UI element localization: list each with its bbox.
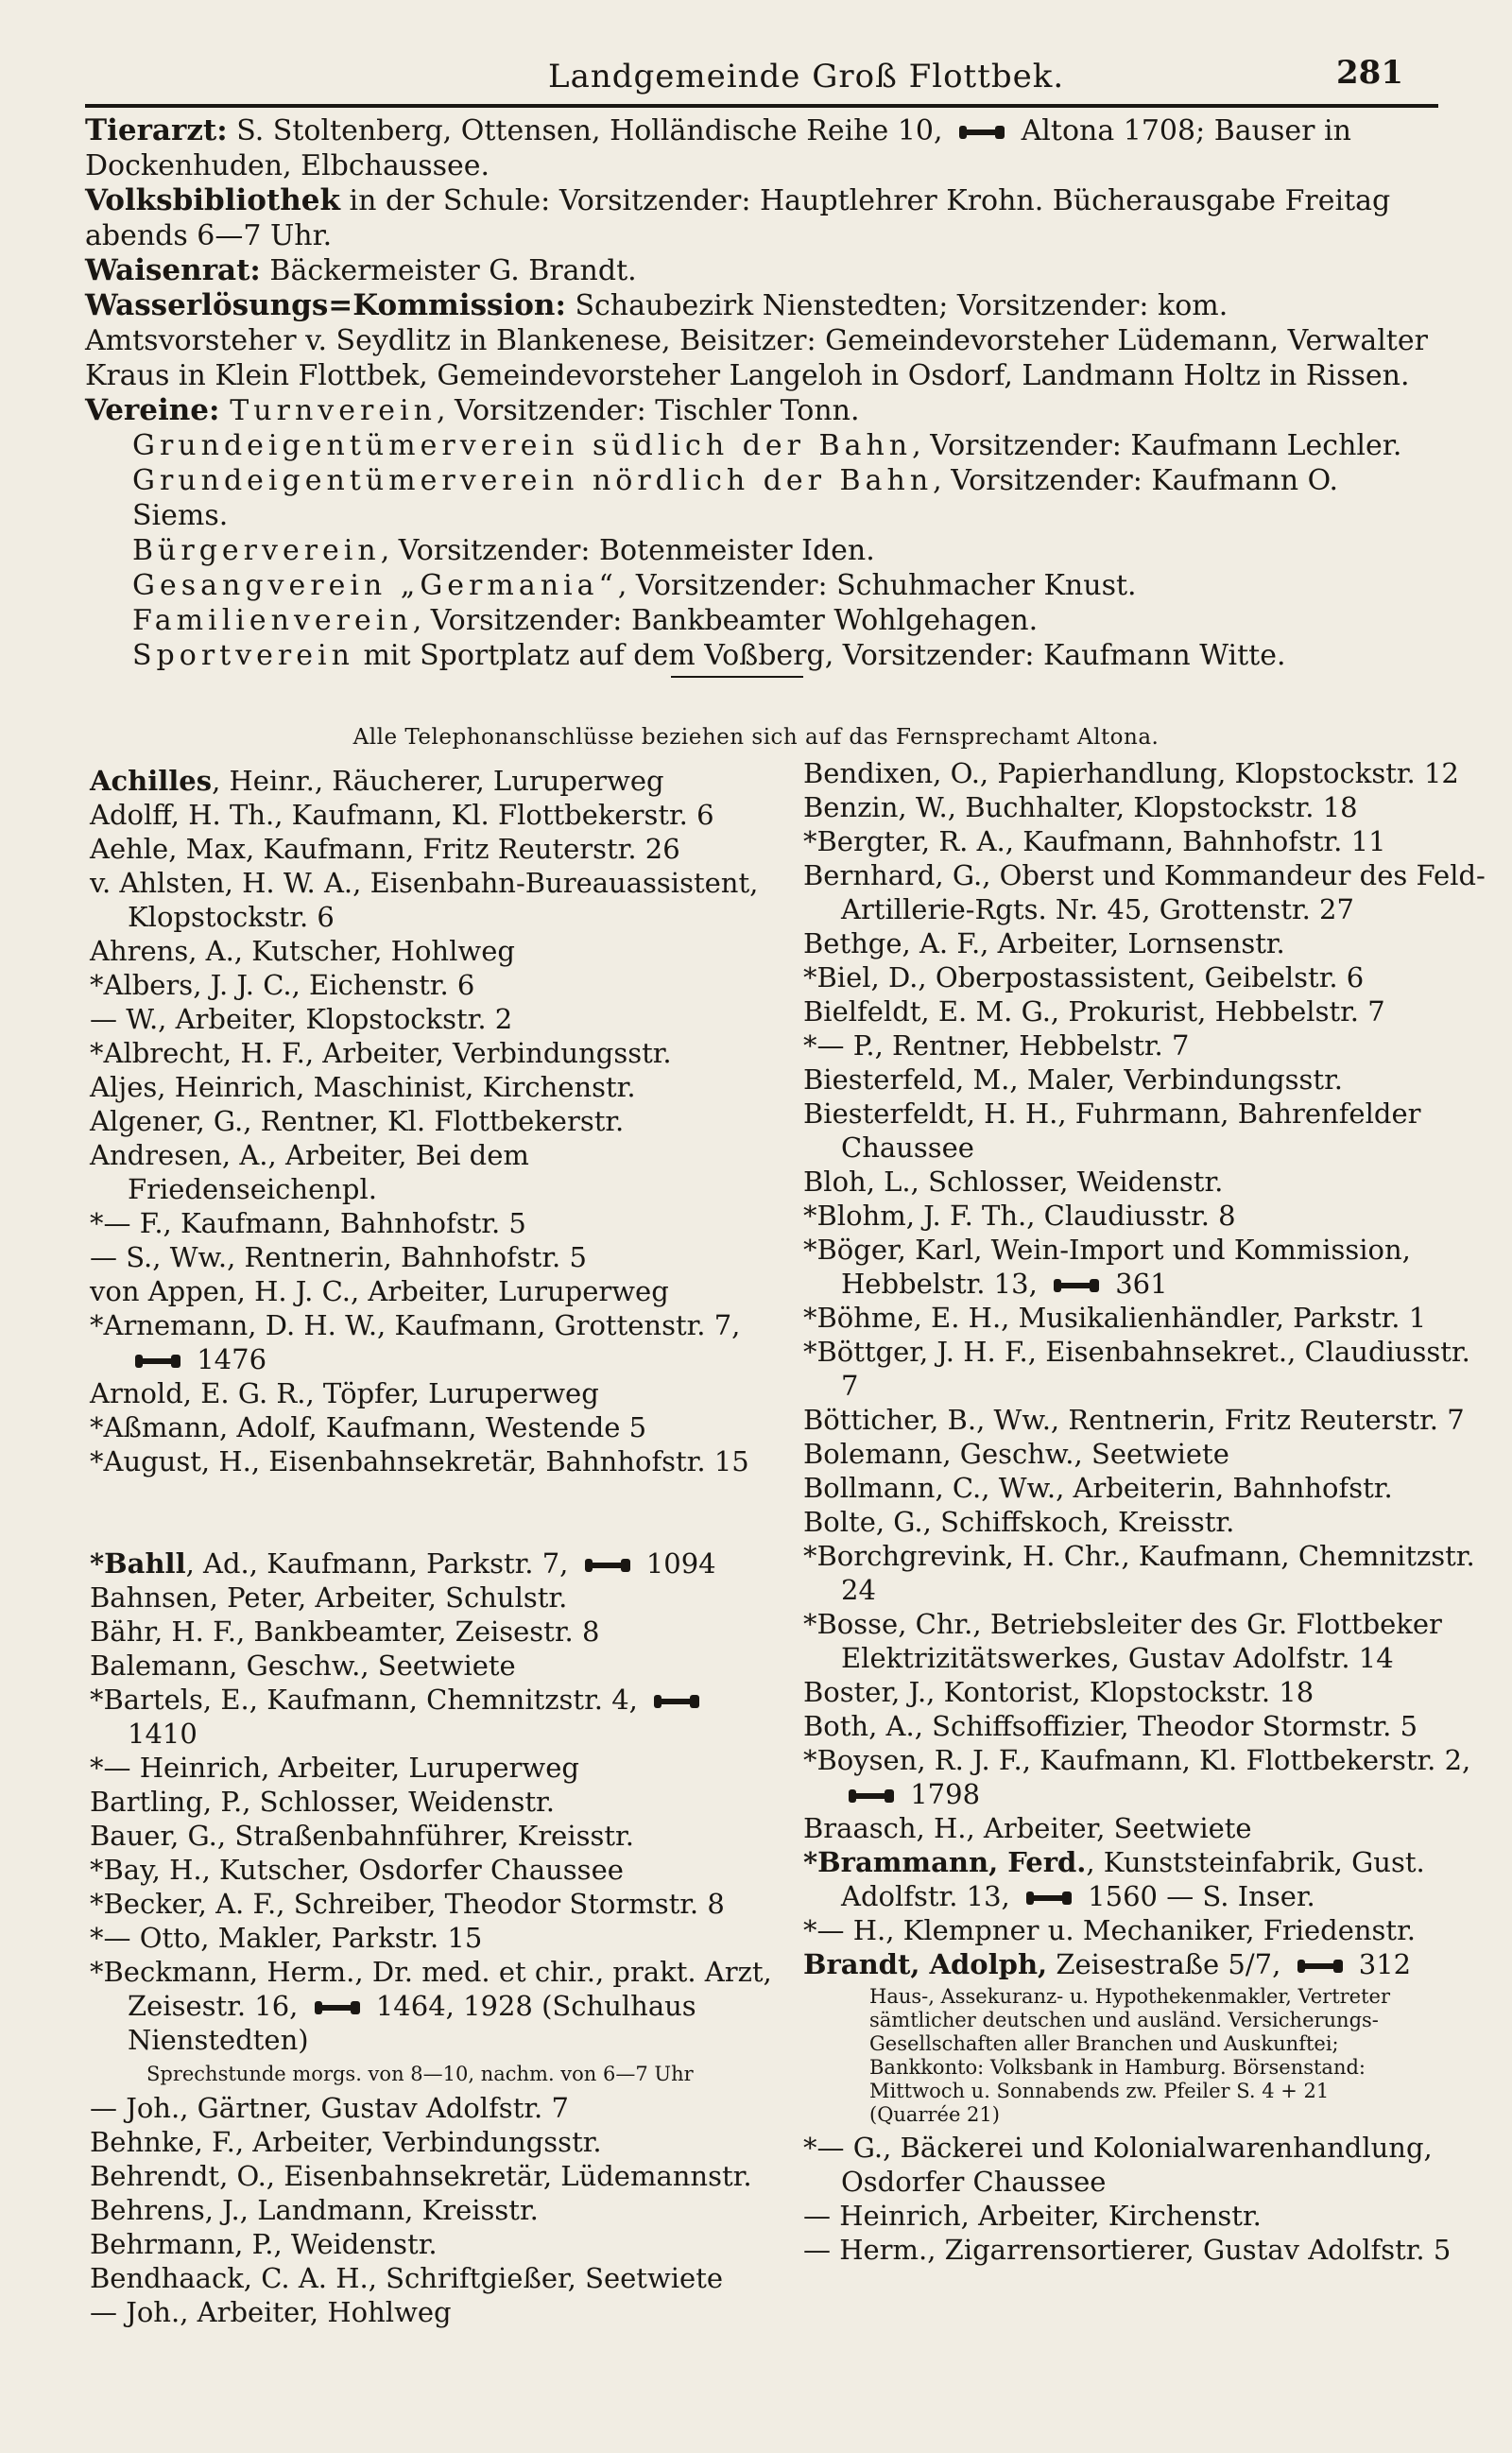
entry-name: *Brammann, Ferd. bbox=[803, 1846, 1087, 1878]
directory-entry: *Böttger, J. H. F., Eisenbahnsekret., Claudiusstr. 7 bbox=[803, 1336, 1470, 1402]
telephone-icon bbox=[133, 1352, 182, 1371]
directory-entry: *Bosse, Chr., Betriebsleiter des Gr. Flottbeker Elektrizitätswerkes, Gustav Adolfstr. 14 bbox=[803, 1608, 1442, 1674]
directory-entry: *Becker, A. F., Schreiber, Theodor Stormstr. 8 bbox=[90, 1888, 725, 1920]
directory-entry: *Bahll, Ad., Kaufmann, Parkstr. 7, 1094 bbox=[90, 1547, 716, 1580]
entry-name: *Bahll bbox=[90, 1547, 186, 1580]
telephone-icon bbox=[847, 1787, 896, 1805]
directory-entry: *— Otto, Makler, Parkstr. 15 bbox=[90, 1922, 483, 1954]
directory-entry: Bartling, P., Schlosser, Weidenstr. bbox=[90, 1786, 555, 1818]
institution-entry: Waisenrat: Bäckermeister G. Brandt. bbox=[85, 253, 637, 287]
directory-entry: Bahnsen, Peter, Arbeiter, Schulstr. bbox=[90, 1581, 568, 1614]
verein-name: Familienverein bbox=[132, 604, 413, 637]
directory-entry: Aehle, Max, Kaufmann, Fritz Reuterstr. 26 bbox=[90, 833, 680, 865]
verein-entry: Gesangverein „Germania“, Vorsitzender: Schuhmacher Knust. bbox=[132, 569, 1137, 602]
telephone-icon bbox=[1024, 1889, 1074, 1908]
verein-entry: Grundeigentümerverein südlich der Bahn, Vorsitzender: Kaufmann Lechler. bbox=[132, 429, 1402, 462]
directory-entry: *Albers, J. J. C., Eichenstr. 6 bbox=[90, 969, 475, 1001]
entry-name: Brandt, Adolph, bbox=[803, 1948, 1048, 1980]
directory-entry: Behnke, F., Arbeiter, Verbindungsstr. bbox=[90, 2126, 602, 2158]
directory-entry: Aljes, Heinrich, Maschinist, Kirchenstr. bbox=[90, 1071, 636, 1103]
telephone-icon bbox=[1052, 1276, 1101, 1295]
directory-entry: Bendhaack, C. A. H., Schriftgießer, Seetwiete bbox=[90, 2262, 724, 2294]
verein-name: Gesangverein „Germania“ bbox=[132, 569, 618, 602]
right-column bbox=[803, 756, 1493, 2267]
directory-entry: Bielfeldt, E. M. G., Prokurist, Hebbelstr. 7 bbox=[803, 995, 1385, 1028]
verein-name: Sportverein bbox=[132, 639, 354, 672]
directory-entry: Behrens, J., Landmann, Kreisstr. bbox=[90, 2194, 539, 2226]
directory-entry: *— P., Rentner, Hebbelstr. 7 bbox=[803, 1029, 1190, 1062]
directory-entry: von Appen, H. J. C., Arbeiter, Luruperweg bbox=[90, 1275, 669, 1307]
directory-entry: Bötticher, B., Ww., Rentnerin, Fritz Reuterstr. 7 bbox=[803, 1404, 1465, 1436]
directory-entry: Bähr, H. F., Bankbeamter, Zeisestr. 8 bbox=[90, 1615, 600, 1648]
header-rule bbox=[85, 104, 1438, 108]
institution-key: Waisenrat: bbox=[85, 253, 261, 287]
directory-entry: Bolemann, Geschw., Seetwiete bbox=[803, 1438, 1229, 1470]
institution-entry: Volksbibliothek in der Schule: Vorsitzender: Hauptlehrer Krohn. Bücherausgabe Freitag abends 6—7 Uhr. bbox=[85, 183, 1391, 252]
directory-entry: *— H., Klempner u. Mechaniker, Friedenstr. bbox=[803, 1914, 1416, 1946]
institutions-section bbox=[85, 113, 1438, 673]
vereine-key: Vereine: bbox=[85, 393, 231, 427]
directory-entry: *August, H., Eisenbahnsekretär, Bahnhofstr. 15 bbox=[90, 1445, 749, 1477]
directory-entry: Biesterfeld, M., Maler, Verbindungsstr. bbox=[803, 1063, 1343, 1096]
verein-entry: Bürgerverein, Vorsitzender: Botenmeister Iden. bbox=[132, 534, 875, 567]
directory-entry: Behrendt, O., Eisenbahnsekretär, Lüdemannstr. bbox=[90, 2160, 752, 2192]
directory-entry: *— F., Kaufmann, Bahnhofstr. 5 bbox=[90, 1207, 526, 1239]
directory-entry: Both, A., Schiffsoffizier, Theodor Stormstr. 5 bbox=[803, 1710, 1418, 1742]
directory-entry: — Herm., Zigarrensortierer, Gustav Adolfstr. 5 bbox=[803, 2234, 1452, 2266]
ad-line: Mittwoch u. Sonnabends zw. Pfeiler S. 4 + 21 bbox=[869, 2080, 1330, 2102]
directory-entry: — Joh., Arbeiter, Hohlweg bbox=[90, 2296, 452, 2328]
institution-key: Wasserlösungs=Kommission: bbox=[85, 288, 566, 322]
directory-entry: Bernhard, G., Oberst und Kommandeur des Feld-Artillerie-Rgts. Nr. 45, Grottenstr. 27 bbox=[803, 859, 1486, 925]
telephone-icon bbox=[652, 1692, 701, 1711]
vereine-list bbox=[85, 393, 1438, 673]
telephone-icon bbox=[957, 123, 1006, 142]
section-divider bbox=[671, 676, 803, 678]
verein-entry: Sportverein mit Sportplatz auf dem Voßberg, Vorsitzender: Kaufmann Witte. bbox=[132, 639, 1286, 672]
directory-entry: Bethge, A. F., Arbeiter, Lornsenstr. bbox=[803, 927, 1285, 959]
verein-entry: Vereine: Turnverein, Vorsitzender: Tischler Tonn. bbox=[85, 393, 860, 427]
ad-line: Bankkonto: Volksbank in Hamburg. Börsenstand: bbox=[869, 2056, 1366, 2079]
directory-entry: *Böger, Karl, Wein-Import und Kommission, Hebbelstr. 13, 361 bbox=[803, 1234, 1411, 1300]
directory-entry: *— G., Bäckerei und Kolonialwarenhandlung, Osdorfer Chaussee bbox=[803, 2132, 1433, 2198]
telephone-icon bbox=[313, 1998, 362, 2017]
entry-name: Achilles bbox=[90, 765, 213, 797]
directory-entry: *Aßmann, Adolf, Kaufmann, Westende 5 bbox=[90, 1411, 647, 1443]
ad-line: sämtlicher deutschen und ausländ. Versicherungs- bbox=[869, 2009, 1379, 2031]
directory-entry: Benzin, W., Buchhalter, Klopstockstr. 18 bbox=[803, 791, 1358, 823]
directory-entry: Bollmann, C., Ww., Arbeiterin, Bahnhofstr. bbox=[803, 1472, 1393, 1504]
directory-entry: *Bergter, R. A., Kaufmann, Bahnhofstr. 11 bbox=[803, 825, 1386, 857]
advertisement-block bbox=[869, 1985, 1493, 2127]
directory-entry: *— Heinrich, Arbeiter, Luruperweg bbox=[90, 1752, 579, 1784]
directory-entry: Algener, G., Rentner, Kl. Flottbekerstr. bbox=[90, 1105, 625, 1137]
institution-entry: Tierarzt: S. Stoltenberg, Ottensen, Holländische Reihe 10, Altona 1708; Bauser in Dockenhuden, Elbchaussee. bbox=[85, 113, 1351, 182]
directory-entry: *Arnemann, D. H. W., Kaufmann, Grottenstr. 7, 1476 bbox=[90, 1309, 741, 1375]
directory-entry: *Biel, D., Oberpostassistent, Geibelstr. 6 bbox=[803, 961, 1365, 993]
institution-key: Volksbibliothek bbox=[85, 183, 341, 217]
directory-entry: Bloh, L., Schlosser, Weidenstr. bbox=[803, 1166, 1224, 1198]
page-title: Landgemeinde Groß Flottbek. bbox=[548, 58, 1065, 95]
directory-entry: — Joh., Gärtner, Gustav Adolfstr. 7 bbox=[90, 2092, 569, 2124]
directory-entry: *Albrecht, H. F., Arbeiter, Verbindungsstr. bbox=[90, 1037, 672, 1069]
left-column bbox=[90, 764, 784, 2329]
verein-name: Grundeigentümerverein südlich der Bahn bbox=[132, 429, 913, 462]
directory-entry: v. Ahlsten, H. W. A., Eisenbahn-Bureauassistent, Klopstockstr. 6 bbox=[90, 867, 759, 933]
directory-entry: Balemann, Geschw., Seetwiete bbox=[90, 1650, 516, 1682]
directory-entry: Arnold, E. G. R., Töpfer, Luruperweg bbox=[90, 1377, 599, 1409]
office-hours-note: Sprechstunde morgs. von 8—10, nachm. von 6—7 Uhr bbox=[146, 2063, 694, 2085]
column-gap bbox=[90, 1478, 784, 1546]
directory-entry: Bolte, G., Schiffskoch, Kreisstr. bbox=[803, 1506, 1235, 1538]
verein-name: Bürgerverein bbox=[132, 534, 381, 567]
telephone-icon bbox=[583, 1556, 632, 1575]
directory-entry: Boster, J., Kontorist, Klopstockstr. 18 bbox=[803, 1676, 1314, 1708]
directory-entry: *Bartels, E., Kaufmann, Chemnitzstr. 4, 1410 bbox=[90, 1683, 784, 1751]
ad-line: Gesellschaften aller Branchen und Auskunftei; bbox=[869, 2032, 1339, 2055]
telephone-note: Alle Telephonanschlüsse beziehen sich auf das Fernsprechamt Altona. bbox=[352, 725, 1160, 750]
directory-entry: *Bay, H., Kutscher, Osdorfer Chaussee bbox=[90, 1854, 624, 1886]
directory-entry: Behrmann, P., Weidenstr. bbox=[90, 2228, 438, 2260]
directory-entry: *Borchgrevink, H. Chr., Kaufmann, Chemnitzstr. 24 bbox=[803, 1540, 1475, 1606]
institution-entry: Wasserlösungs=Kommission: Schaubezirk Nienstedten; Vorsitzender: kom. Amtsvorsteher v. Seydlitz in Blankenese, Beisitzer: Gemeindevorsteher Lüdemann, Verwalter Kraus in Klein Flottbek, Gemeindevorsteher Langeloh in Osdorf, Landmann Holtz in Rissen. bbox=[85, 288, 1428, 392]
institutions-list bbox=[85, 113, 1438, 393]
directory-entry: *Brammann, Ferd., Kunststeinfabrik, Gust. Adolfstr. 13, 1560 — S. Inser. bbox=[803, 1846, 1425, 1912]
institution-key: Tierarzt: bbox=[85, 113, 228, 147]
directory-entry: Ahrens, A., Kutscher, Hohlweg bbox=[90, 935, 515, 967]
ad-line: (Quarrée 21) bbox=[869, 2103, 1000, 2126]
directory-entry: — S., Ww., Rentnerin, Bahnhofstr. 5 bbox=[90, 1241, 587, 1273]
verein-name: Turnverein bbox=[230, 394, 437, 427]
telephone-icon bbox=[1296, 1957, 1345, 1976]
directory-entry: — Heinrich, Arbeiter, Kirchenstr. bbox=[803, 2200, 1262, 2232]
directory-entry: Andresen, A., Arbeiter, Bei dem Friedenseichenpl. bbox=[90, 1139, 529, 1205]
ad-line: Haus-, Assekuranz- u. Hypothekenmakler, Vertreter bbox=[869, 1985, 1391, 2008]
directory-entry: — W., Arbeiter, Klopstockstr. 2 bbox=[90, 1003, 513, 1035]
verein-name: Grundeigentümerverein nördlich der Bahn bbox=[132, 464, 934, 497]
directory-entry: Braasch, H., Arbeiter, Seetwiete bbox=[803, 1812, 1252, 1844]
verein-entry: Grundeigentümerverein nördlich der Bahn, Vorsitzender: Kaufmann O. Siems. bbox=[132, 464, 1339, 532]
page-number: 281 bbox=[1336, 54, 1403, 92]
directory-entry: Bendixen, O., Papierhandlung, Klopstockstr. 12 bbox=[803, 757, 1459, 789]
directory-entry: *Boysen, R. J. F., Kaufmann, Kl. Flottbekerstr. 2, 1798 bbox=[803, 1744, 1471, 1810]
directory-entry: Brandt, Adolph, Zeisestraße 5/7, 312 bbox=[803, 1948, 1412, 1980]
page-header bbox=[85, 52, 1403, 101]
directory-entry: Adolff, H. Th., Kaufmann, Kl. Flottbekerstr. 6 bbox=[90, 799, 714, 831]
directory-entry: *Blohm, J. F. Th., Claudiusstr. 8 bbox=[803, 1200, 1236, 1232]
directory-entry: *Beckmann, Herm., Dr. med. et chir., prakt. Arzt, Zeisestr. 16, 1464, 1928 (Schulhaus Nienstedten) bbox=[90, 1956, 772, 2056]
verein-entry: Familienverein, Vorsitzender: Bankbeamter Wohlgehagen. bbox=[132, 604, 1039, 637]
directory-entry: Biesterfeldt, H. H., Fuhrmann, Bahrenfelder Chaussee bbox=[803, 1097, 1421, 1164]
directory-entry: Achilles, Heinr., Räucherer, Luruperweg bbox=[90, 765, 664, 797]
directory-entry: Bauer, G., Straßenbahnführer, Kreisstr. bbox=[90, 1820, 634, 1852]
directory-entry: *Böhme, E. H., Musikalienhändler, Parkstr. 1 bbox=[803, 1302, 1427, 1334]
